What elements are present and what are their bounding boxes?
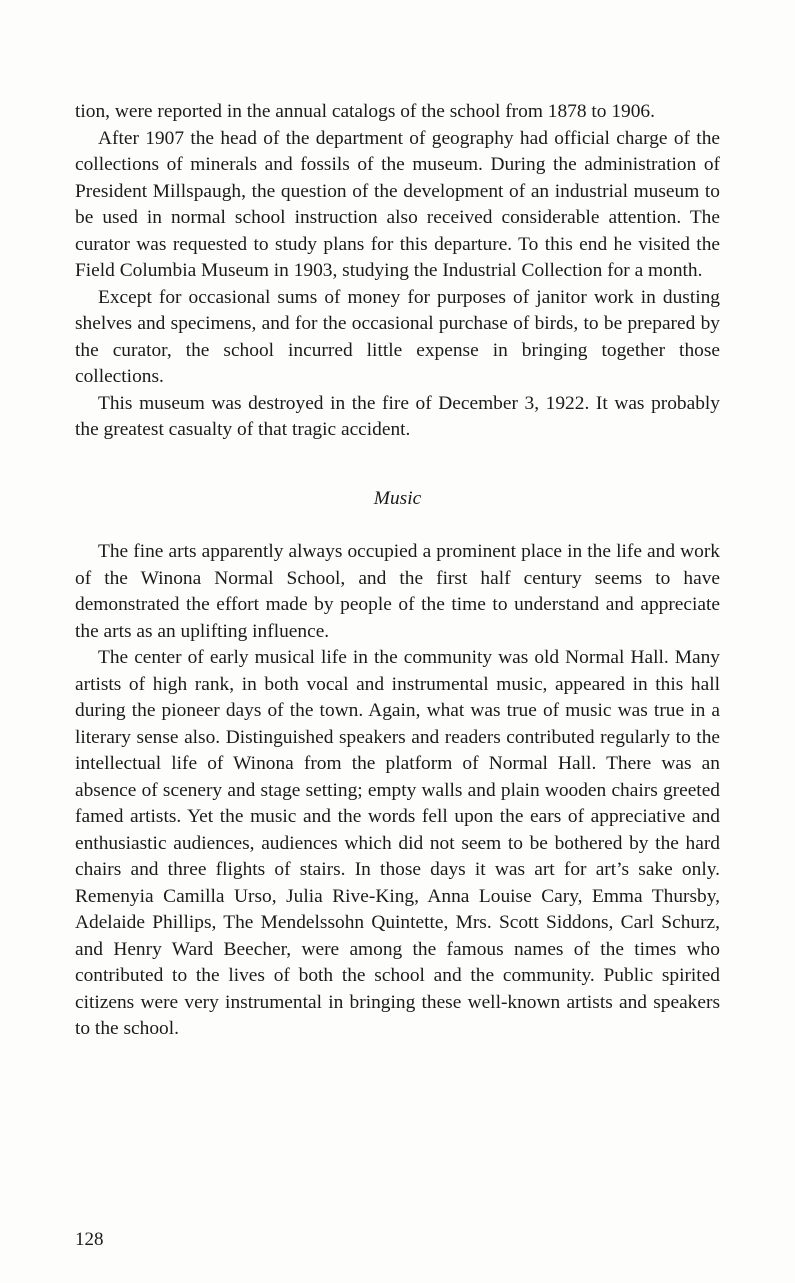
section-heading-music: Music [373,487,422,509]
paragraph-continuation: tion, were reported in the annual catalogs of the school from 1878 to 1906. [75,101,655,122]
paragraph-geography-department: After 1907 the head of the department of geography had official charge of the collections of minerals and fossils of the museum. During the administration of President Millspaugh, the question of the development of an industrial museum to be used in normal school instruction also received considerable attention. The curator was requested to study plans for this departure. To this end he visited the Field Columbia Museum in 1903, studying the Industrial Collection for a month. [75,127,720,281]
paragraph-fine-arts: The fine arts apparently always occupied a prominent place in the life and work of the Winona Normal School, and the first half century seems to have demonstrated the effort made by people of the time to understand and appreciate the arts as an uplifting influence. [75,541,720,642]
paragraph-fire: This museum was destroyed in the fire of December 3, 1922. It was probably the greatest casualty of that tragic accident. [75,392,720,440]
body-text [75,99,720,1043]
page-number: 128 [75,1229,104,1250]
paragraph-expenses: Except for occasional sums of money for purposes of janitor work in dusting shelves and specimens, and for the occasional purchase of birds, to be prepared by the curator, the school incurred little expense in bringing together those collections. [75,286,720,387]
paragraph-normal-hall: The center of early musical life in the community was old Normal Hall. Many artists of high rank, in both vocal and instrumental music, appeared in this hall during the pioneer days of the town. Again, what was true of music was true in a literary sense also. Distinguished speakers and readers contributed regularly to the intellectual life of Winona from the platform of Normal Hall. There was an absence of scenery and stage setting; empty walls and plain wooden chairs greeted famed artists. Yet the music and the words fell upon the ears of appreciative and enthusiastic audiences, audiences which did not seem to be bothered by the hard chairs and three flights of stairs. In those days it was art for art’s sake only. Remenyia Camilla Urso, Julia Rive-King, Anna Louise Cary, Emma Thursby, Adelaide Phillips, The Mendelssohn Quintette, Mrs. Scott Siddons, Carl Schurz, and Henry Ward Beecher, were among the famous names of the times who contributed to the lives of both the school and the community. Public spirited citizens were very instrumental in bringing these well-known artists and speakers to the school. [75,647,720,1039]
